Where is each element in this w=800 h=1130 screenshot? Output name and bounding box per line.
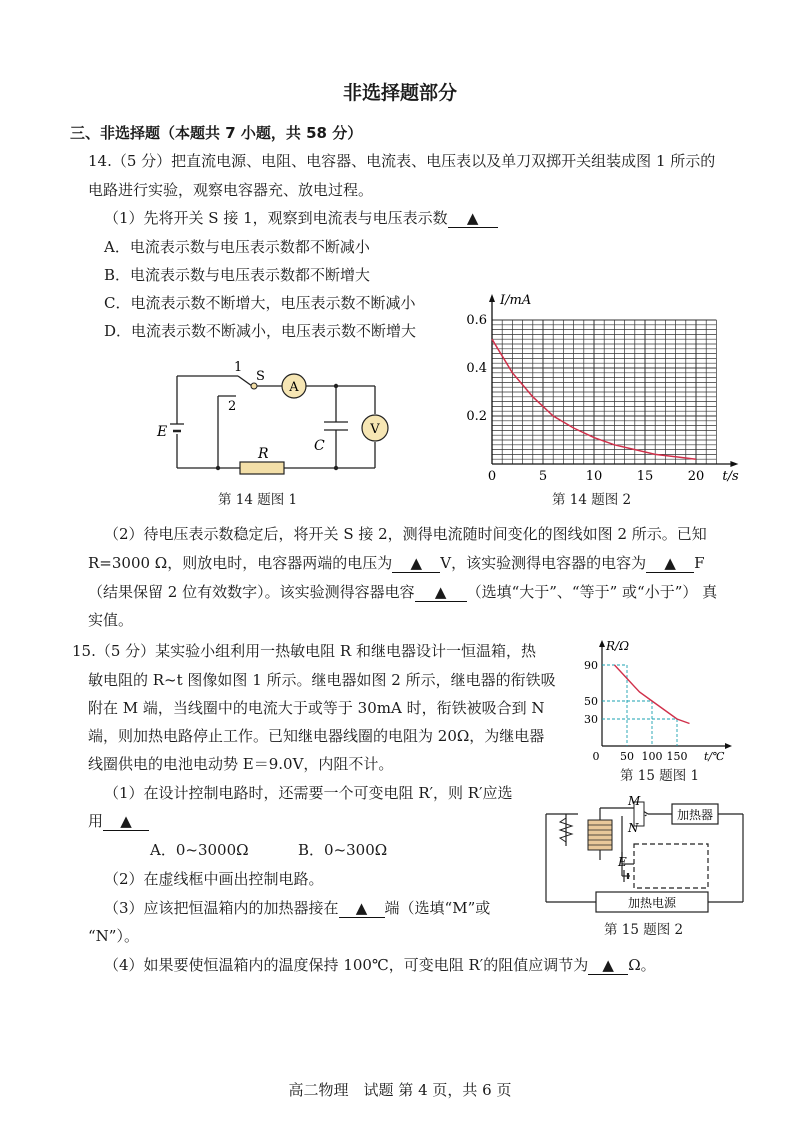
ammeter-label: A (289, 380, 299, 395)
contact-1-label: 1 (234, 360, 243, 375)
x-tick-label: 15 (636, 469, 654, 484)
q15-stem-line2: 敏电阻的 R~t 图像如图 1 所示。继电器如图 2 所示，继电器的衔铁吸 (88, 671, 556, 689)
q15-option-b: B．0~300Ω (298, 841, 388, 859)
q14-current-time-chart (458, 290, 758, 490)
x-axis-label: t/s (722, 469, 739, 484)
q14-option-a: A．电流表示数与电压表示数都不断减小 (104, 238, 370, 256)
q15-part3-line2: “N”）。 (88, 927, 139, 945)
x-tick-label: 20 (687, 469, 705, 484)
switch-label: S (256, 369, 265, 384)
q15-relay-diagram (538, 794, 753, 918)
q15-option-a: A．0~3000Ω (150, 841, 249, 859)
q14-option-b: B．电流表示数与电压表示数都不断增大 (104, 266, 371, 284)
q15-fig2-caption: 第 15 题图 2 (604, 922, 684, 938)
control-circuit-box[interactable] (634, 844, 708, 888)
answer-blank[interactable]: ▲ (588, 956, 628, 975)
q15-part2: （2）在虚线框中画出控制电路。 (104, 870, 324, 888)
q14-fig2-caption: 第 14 题图 2 (552, 492, 632, 508)
x-tick-label: 0 (592, 750, 600, 762)
x-tick-label: 5 (538, 469, 548, 484)
q15-stem-line1: 15.（5 分）某实验小组利用一热敏电阻 R 和继电器设计一恒温箱，热 (72, 642, 536, 660)
page-title: 非选择题部分 (342, 82, 457, 104)
relay-n-label: N (628, 821, 639, 835)
y-tick-label: 90 (584, 659, 598, 672)
y-axis-arrow (599, 640, 605, 647)
voltmeter-label: V (370, 422, 380, 437)
answer-blank[interactable]: ▲ (339, 899, 385, 918)
y-tick-label: 0.2 (466, 409, 487, 424)
q14-part2-line3: （结果保留 2 位有效数字）。该实验测得容器电容 ▲ （选填“大于”、“等于” 或“小于”） 真 (88, 583, 718, 601)
q14-part2-line1: （2）待电压表示数稳定后，将开关 S 接 2，测得电流随时间变化的图线如图 2 所示。已知 (104, 525, 707, 543)
contact-2-label: 2 (228, 399, 237, 414)
x-axis-arrow (725, 743, 732, 749)
resistor-label: R (258, 446, 269, 462)
y-axis-arrow (489, 294, 495, 302)
q15-fig1-caption: 第 15 题图 1 (620, 768, 700, 784)
heating-power-label: 加热电源 (627, 896, 677, 910)
q14-circuit-diagram (150, 356, 390, 478)
q15-stem-line5: 线圈供电的电池电动势 E＝9.0V，内阻不计。 (88, 755, 394, 773)
x-tick-label: 50 (620, 750, 634, 762)
q15-stem-line4: 端，则加热电路停止工作。已知继电器线圈的电阻为 20Ω，为继电器 (88, 727, 545, 745)
q14-fig1-caption: 第 14 题图 1 (218, 492, 298, 508)
answer-blank[interactable]: ▲ (415, 583, 467, 602)
page-footer: 高二物理 试题 第 4 页，共 6 页 (288, 1081, 512, 1099)
q14-option-d: D．电流表示数不断减小，电压表示数不断增大 (104, 322, 417, 340)
y-tick-label: 0.4 (466, 361, 487, 376)
answer-blank[interactable]: ▲ (392, 554, 440, 573)
q15-part3-line1: （3）应该把恒温箱内的加热器接在 ▲ 端（选填“M”或 (104, 899, 491, 917)
x-tick-label: 0 (487, 469, 497, 484)
y-axis-label: R/Ω (606, 639, 630, 653)
answer-blank[interactable]: ▲ (646, 554, 694, 573)
x-tick-label: 10 (585, 469, 603, 484)
q15-stem-line3: 附在 M 端，当线圈中的电流大于或等于 30mA 时，衔铁被吸合到 N (88, 699, 545, 717)
q14-option-c: C．电流表示数不断增大，电压表示数不断减小 (104, 294, 416, 312)
relay-m-label: M (628, 794, 641, 808)
x-axis-label: t/℃ (704, 750, 725, 762)
relay-battery-label: E (618, 855, 627, 869)
answer-blank[interactable]: ▲ (448, 209, 498, 228)
x-tick-label: 150 (666, 750, 688, 762)
heater-label: 加热器 (676, 808, 714, 822)
q14-stem-line1: 14.（5 分）把直流电源、电阻、电容器、电流表、电压表以及单刀双掷开关组装成图 1 所示的 (88, 152, 716, 170)
x-axis-arrow (730, 461, 738, 467)
q14-part2-line2: R=3000 Ω，则放电时，电容器两端的电压为 ▲ V，该实验测得电容器的电容为 ▲ F (88, 554, 705, 572)
x-tick-label: 100 (641, 750, 663, 762)
q15-part1-line1: （1）在设计控制电路时，还需要一个可变电阻 R′，则 R′应选 (104, 784, 513, 802)
y-tick-label: 50 (584, 695, 598, 708)
q15-resistance-temperature-chart (578, 636, 738, 762)
answer-blank[interactable]: ▲ (103, 812, 149, 831)
q14-part1: （1）先将开关 S 接 1，观察到电流表与电压表示数 ▲ (104, 207, 498, 228)
q15-part1-line2: 用 ▲ (88, 810, 149, 831)
section-heading: 三、非选择题（本题共 7 小题，共 58 分） (70, 124, 363, 142)
q14-stem-line2: 电路进行实验，观察电容器充、放电过程。 (88, 181, 374, 199)
resistance-curve (615, 665, 690, 724)
y-tick-label: 0.6 (466, 313, 487, 328)
y-tick-label: 30 (584, 713, 598, 726)
emf-label: E (157, 424, 168, 440)
y-axis-label: I/mA (500, 293, 532, 308)
capacitor-label: C (314, 438, 325, 454)
q15-part4: （4）如果要使恒温箱内的温度保持 100℃，可变电阻 R′的阻值应调节为 ▲ Ω。 (104, 956, 656, 974)
q14-part2-line4: 实值。 (88, 611, 134, 629)
